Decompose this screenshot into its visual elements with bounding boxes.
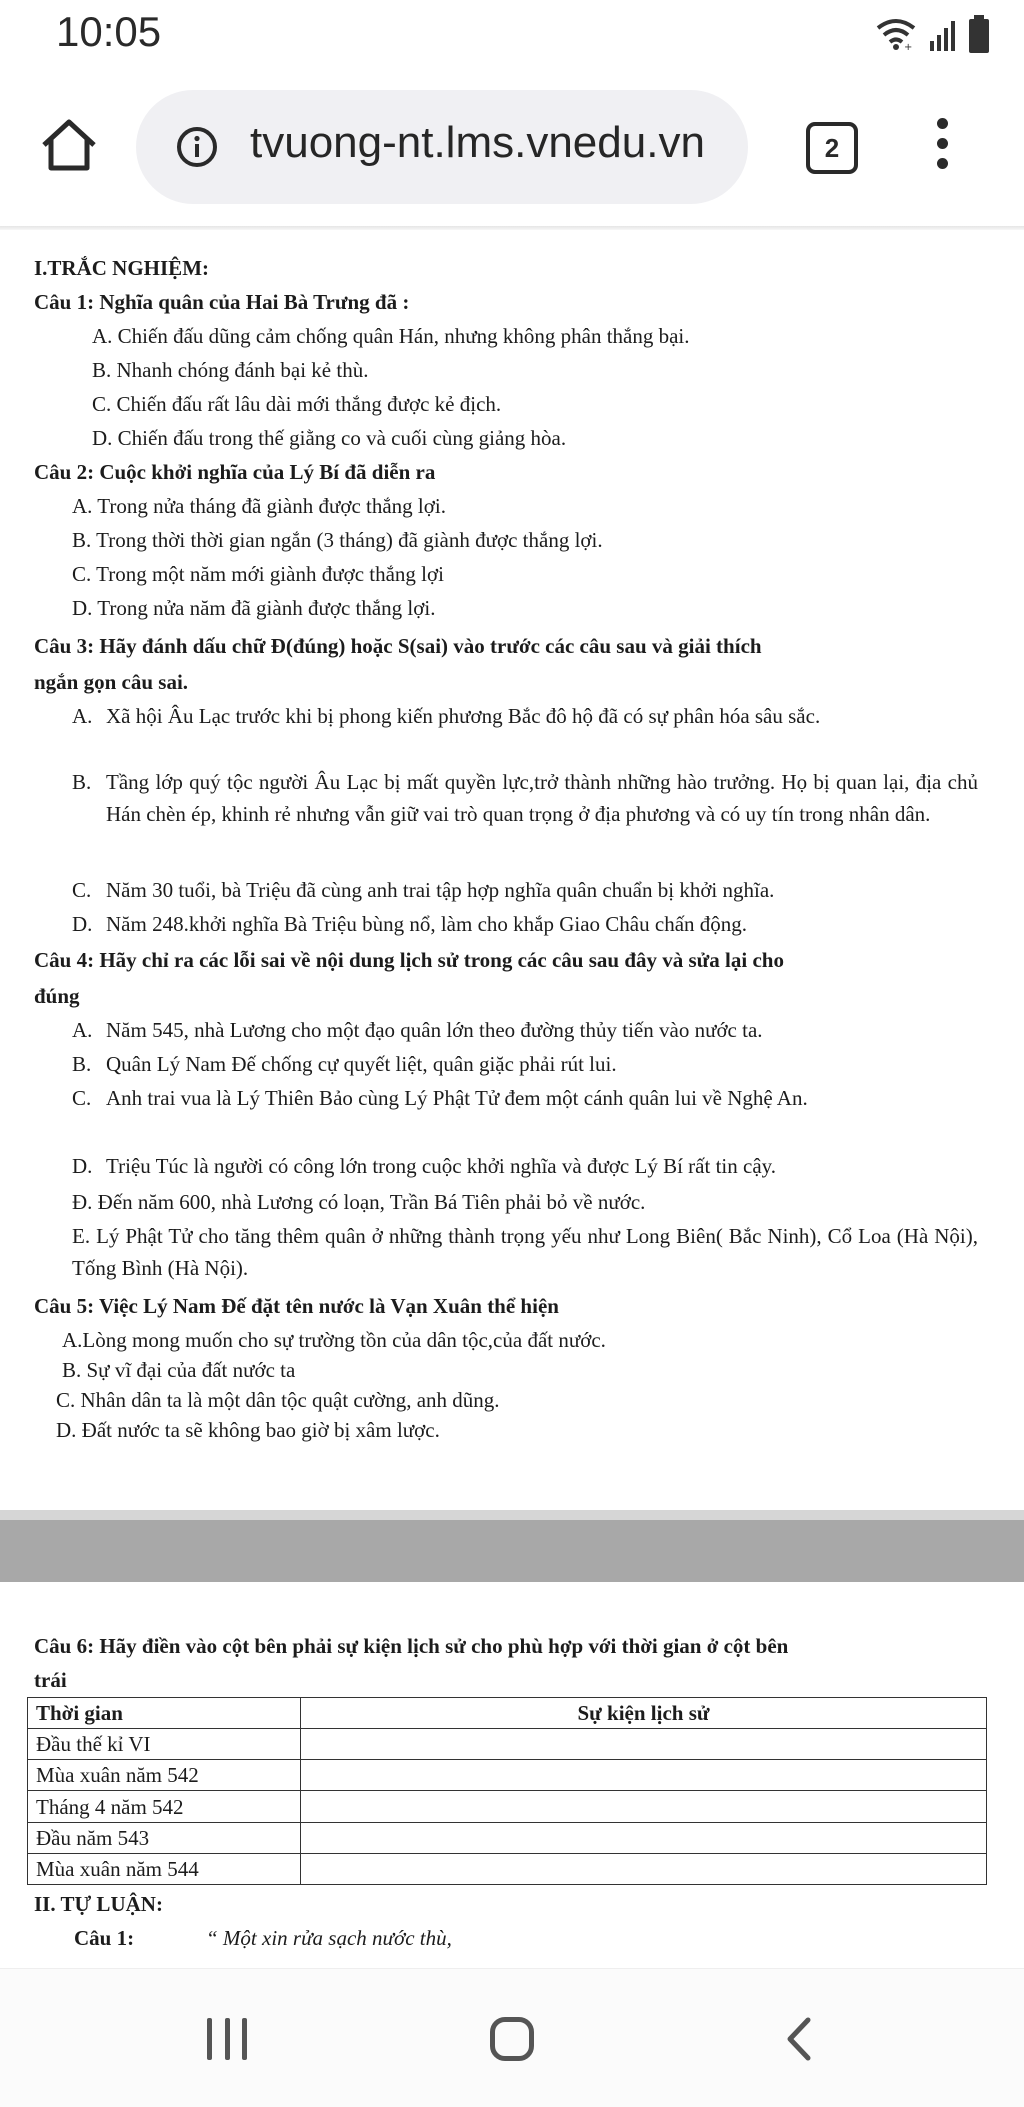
question-2: Câu 2: Cuộc khởi nghĩa của Lý Bí đã diễn ra [34,460,436,484]
q4-option-c-label: C. [72,1086,92,1110]
table-row [28,1853,987,1884]
more-vert-icon [937,118,948,129]
event-table [27,1697,987,1885]
table-cell-time: Tháng 4 năm 542 [28,1791,301,1822]
more-menu-button[interactable] [930,118,954,178]
recent-apps-icon[interactable] [207,2018,247,2060]
table-cell-event [301,1729,987,1760]
home-button[interactable] [36,112,102,178]
q4-option-b: Quân Lý Nam Đế chống cự quyết liệt, quân giặc phải rút lui. [106,1052,617,1076]
q2-option-d: D. Trong nửa năm đã giành được thắng lợi. [72,596,436,620]
table-row [28,1791,987,1822]
essay-quote: “ Một xin rửa sạch nước thù, [206,1926,452,1950]
table-cell-time: Đầu thế kỉ VI [28,1729,301,1760]
q3-option-a: Xã hội Âu Lạc trước khi bị phong kiến phương Bắc đô hộ đã có sự phân hóa sâu sắc. [106,704,821,728]
q4-option-a: Năm 545, nhà Lương cho một đạo quân lớn theo đường thủy tiến vào nước ta. [106,1018,763,1042]
q2-option-b: B. Trong thời thời gian ngắn (3 tháng) đã giành được thắng lợi. [72,528,603,552]
q5-option-a: A.Lòng mong muốn cho sự trường tồn của dân tộc,của đất nước. [62,1328,606,1352]
q3-option-d: Năm 248.khởi nghĩa Bà Triệu bùng nổ, làm cho khắp Giao Châu chấn động. [106,912,748,936]
tab-switcher-button[interactable]: 2 [806,122,858,174]
home-icon [40,117,98,173]
question-4-line2: đúng [34,984,80,1008]
table-row [28,1822,987,1853]
table-cell-event [301,1760,987,1791]
table-row [28,1729,987,1760]
question-3-line2: ngắn gọn câu sai. [34,670,189,694]
header-time: Thời gian [28,1698,301,1729]
svg-text:+: + [904,42,913,52]
page-break-shadow [0,1510,1024,1520]
table-cell-time: Mùa xuân năm 544 [28,1853,301,1884]
question-6-line2: trái [34,1668,67,1692]
battery-icon [968,15,990,53]
question-4-line1: Câu 4: Hãy chỉ ra các lỗi sai về nội dung lịch sử trong các câu sau đây và sửa lại cho [34,948,784,972]
table-cell-time: Đầu năm 543 [28,1822,301,1853]
q3-option-c: Năm 30 tuổi, bà Triệu đã cùng anh trai tập hợp nghĩa quân chuẩn bị khởi nghĩa. [106,878,775,902]
back-icon[interactable] [780,2014,820,2064]
question-6-line1: Câu 6: Hãy điền vào cột bên phải sự kiện lịch sử cho phù hợp với thời gian ở cột bên [34,1634,789,1658]
q3-option-a-label: A. [72,704,93,728]
q3-option-d-label: D. [72,912,93,936]
home-circle-icon[interactable] [490,2017,534,2061]
essay-question-label: Câu 1: [74,1926,135,1950]
q1-option-b: B. Nhanh chóng đánh bại kẻ thù. [92,358,369,382]
table-header-row [28,1698,987,1729]
info-icon[interactable] [176,126,218,168]
toolbar-divider [0,226,1024,230]
q2-option-c: C. Trong một năm mới giành được thắng lợi [72,562,444,586]
wifi-icon [874,16,918,52]
q4-option-c: Anh trai vua là Lý Thiên Bảo cùng Lý Phật Tử đem một cánh quân lui về Nghệ An. [106,1086,808,1110]
q5-option-d: D. Đất nước ta sẽ không bao giờ bị xâm lược. [56,1418,440,1442]
q4-option-b-label: B. [72,1052,92,1076]
section-title-essay: II. TỰ LUẬN: [34,1892,163,1916]
q4-option-a-label: A. [72,1018,93,1042]
q3-option-c-label: C. [72,878,92,902]
section-title-multiple-choice: I.TRẮC NGHIỆM: [34,256,210,280]
header-event: Sự kiện lịch sử [301,1698,987,1729]
q3-option-b: Tầng lớp quý tộc người Âu Lạc bị mất quyền lực,trở thành những hào trưởng. Họ bị quan lại, địa chủ Hán chèn ép, khinh rẻ nhưng vẫn giữ vai trò quan trọng ở địa phương và có uy tín trong nhân dân. [106,770,978,826]
table-row [28,1760,987,1791]
table-cell-event [301,1791,987,1822]
table-cell-event [301,1822,987,1853]
status-clock: 10:05 [56,8,162,55]
q5-option-c: C. Nhân dân ta là một dân tộc quật cường, anh dũng. [56,1388,500,1412]
q1-option-c: C. Chiến đấu rất lâu dài mới thắng được kẻ địch. [92,392,502,416]
table-cell-event [301,1853,987,1884]
status-icons [874,14,990,54]
q4-option-extra-e: E. Lý Phật Tử cho tăng thêm quân ở những thành trọng yếu như Long Biên( Bắc Ninh), Cổ Loa (Hà Nội), Tống Bình (Hà Nội). [72,1224,978,1280]
q1-option-a: A. Chiến đấu dũng cảm chống quân Hán, nhưng không phân thắng bại. [92,324,690,348]
page-break [0,1520,1024,1582]
q4-option-d: Triệu Túc là người có công lớn trong cuộc khởi nghĩa và được Lý Bí rất tin cậy. [106,1154,777,1178]
table-cell-time: Mùa xuân năm 542 [28,1760,301,1791]
url-text[interactable]: tvuong-nt.lms.vnedu.vn [250,118,705,167]
question-1: Câu 1: Nghĩa quân của Hai Bà Trưng đã : [34,290,410,314]
q2-option-a: A. Trong nửa tháng đã giành được thắng lợi. [72,494,446,518]
q1-option-d: D. Chiến đấu trong thế giằng co và cuối cùng giảng hòa. [92,426,567,450]
question-3-line1: Câu 3: Hãy đánh dấu chữ Đ(đúng) hoặc S(sai) vào trước các câu sau và giải thích [34,634,762,658]
q3-option-b-label: B. [72,770,92,794]
q4-option-d-label: D. [72,1154,93,1178]
q4-option-extra-d: Đ. Đến năm 600, nhà Lương có loạn, Trần Bá Tiên phải bỏ về nước. [72,1190,646,1214]
signal-icon [928,17,958,51]
question-5: Câu 5: Việc Lý Nam Đế đặt tên nước là Vạn Xuân thể hiện [34,1294,559,1318]
q5-option-b: B. Sự vĩ đại của đất nước ta [62,1358,296,1382]
